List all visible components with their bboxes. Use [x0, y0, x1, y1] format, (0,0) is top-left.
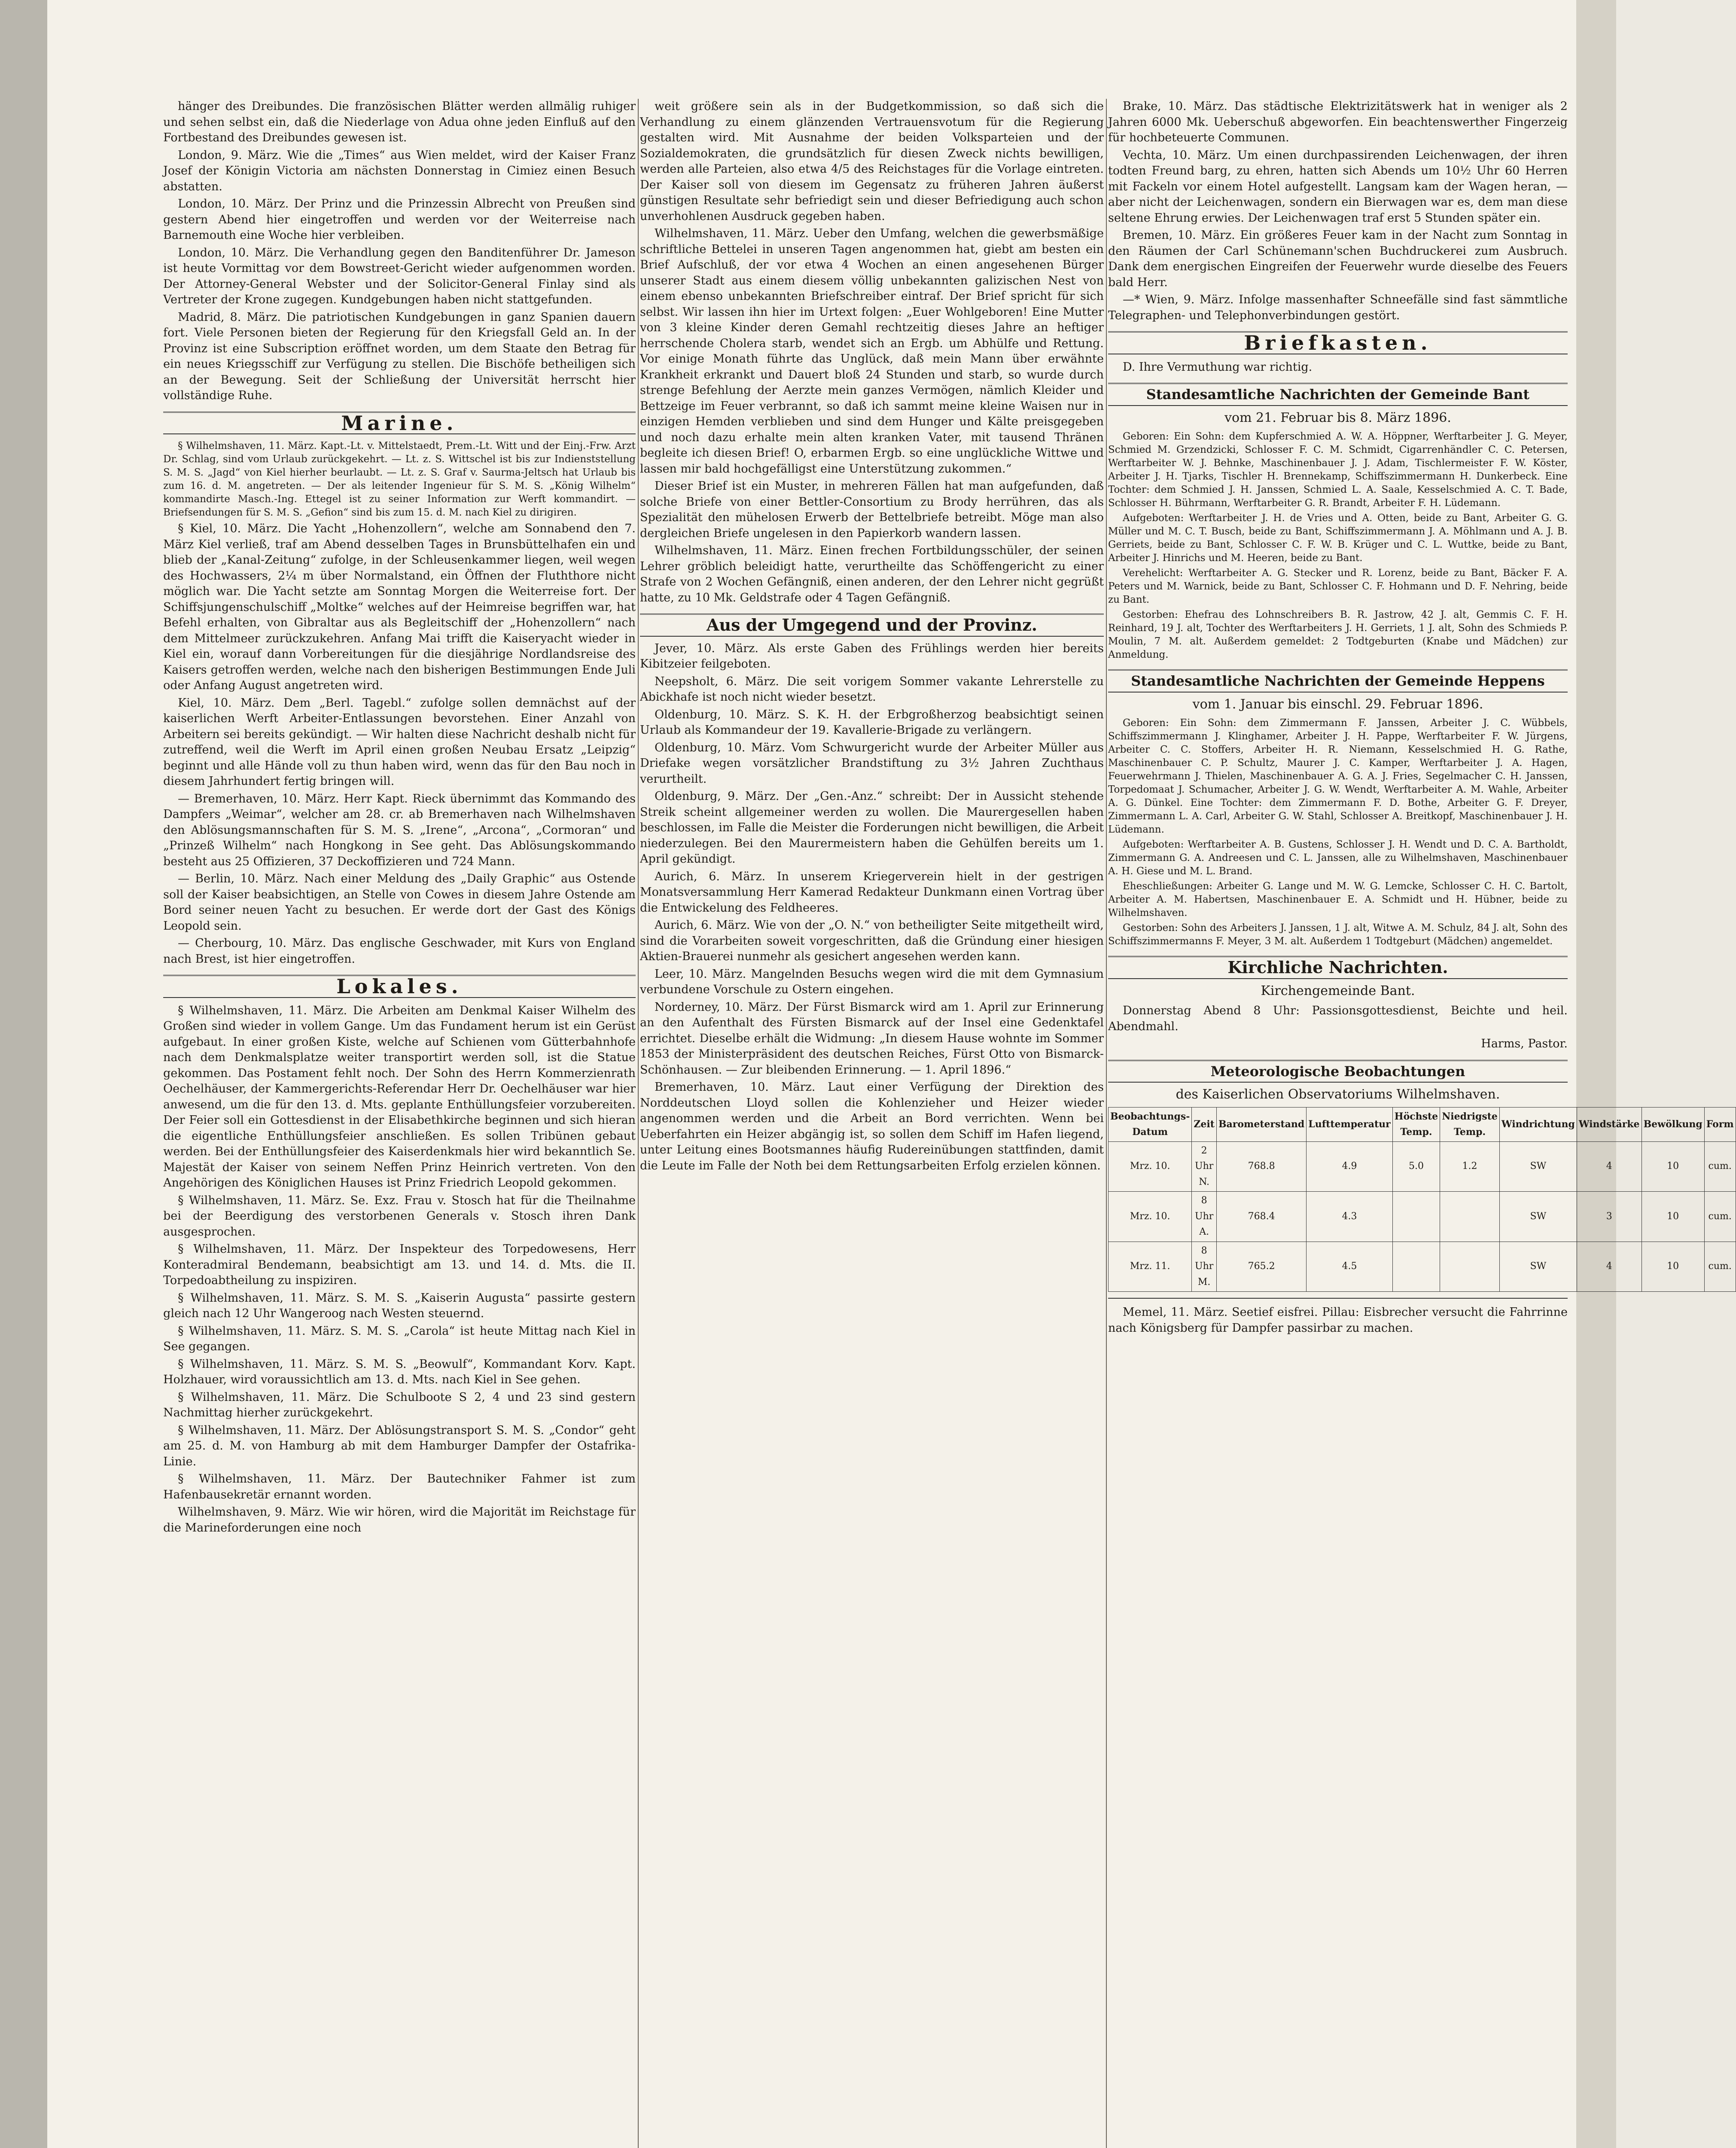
lokales-paragraph: § Wilhelmshaven, 11. März. Der Inspekteur des Torpedowesens, Herr Konteradmiral Bendemann, beabsichtigt am 13. und 14. d. Mts. die II. Torpedoabtheilung zu inspiziren.	[163, 1242, 636, 1287]
weather-cell: 4.9	[1307, 1141, 1393, 1192]
lokales-paragraph: § Wilhelmshaven, 11. März. S. M. S. „Carola“ ist heute Mittag nach Kiel in See gegangen.	[163, 1324, 636, 1353]
region-paragraph: Oldenburg, 9. März. Der „Gen.-Anz.“ schreibt: Der in Aussicht stehende Streik scheint allgemeiner werden zu wollen. Die Maurergesellen haben beschlossen, im Falle die Meister die Forderungen nicht bewilligen, die Arbeit niederzulegen. Bei den Maurermeistern haben die Gehülfen bereits um 1. April gekündigt.	[640, 790, 1104, 866]
registry-paragraph: Geboren: Ein Sohn: dem Zimmermann F. Janssen, Arbeiter J. C. Wübbels, Schiffszimmermann J. Klinghamer, Arbeiter J. H. Pappe, Werftarbeiter F. W. Jürgens, Arbeiter C. C. Stoffers, Arbeiter H. R. Niemann, Kesselschmied H. G. Rathe, Maschinenbauer C. P. Schultz, Maurer J. C. Kamper, Werftarbeiter J. A. Hagen, Feuerwehrmann J. Thielen, Maschinenbauer A. G. A. J. Fries, Segelmacher C. H. Janssen, Torpedomaat J. Schumacher, Arbeiter J. G. W. Wendt, Werftarbeiter A. M. Wahle, Arbeiter A. G. Dünkel. Eine Tochter: dem Zimmermann F. D. Bothe, Arbeiter G. F. Dreyer, Zimmermann L. A. Carl, Arbeiter G. W. Stahl, Schlosser A. Breitkopf, Maschinenbauer J. H. Lüdemann.	[1108, 717, 1568, 835]
weather-cell: SW	[1499, 1192, 1577, 1242]
region-paragraph: Oldenburg, 10. März. Vom Schwurgericht wurde der Arbeiter Müller aus Driefake wegen vorsätzlicher Brandstiftung zu 3½ Jahren Zuchthaus verurtheilt.	[640, 741, 1104, 786]
news-paragraph: Dieser Brief ist ein Muster, in mehreren Fällen hat man aufgefunden, daß solche Briefe von einer Bettler-Consortium zu Brody herrühren, das als Spezialität den mühelosen Erwerb der Bettelbriefe betreibt. Möge man also dergleichen Briefe ungelesen in den Papierkorb wandern lassen.	[640, 479, 1104, 540]
weather-header-cell: Lufttemperatur	[1307, 1107, 1393, 1141]
weather-cell: cum.	[1704, 1141, 1736, 1192]
weather-header-cell: Zeit	[1192, 1107, 1217, 1141]
registry-paragraph: Aufgeboten: Werftarbeiter J. H. de Vries und A. Otten, beide zu Bant, Arbeiter G. G. Müller und M. C. T. Busch, beide zu Bant, Schiffszimmermann J. A. Möhlmann und A. J. B. Gerriets, beide zu Bant, Schlosser C. F. W. B. Krüger und C. L. Wuttke, beide zu Bant, Arbeiter J. Hinrichs und M. Heeren, beide zu Bant.	[1108, 513, 1568, 564]
church-heading: Kirchliche Nachrichten.	[1108, 956, 1568, 979]
heppens-registry-period: vom 1. Januar bis einschl. 29. Februar 1896.	[1192, 696, 1483, 712]
heppens-registry-heading: Standesamtliche Nachrichten der Gemeinde Heppens	[1108, 669, 1568, 693]
separator-rule	[1108, 1298, 1568, 1299]
politics-paragraph: London, 10. März. Die Verhandlung gegen den Banditenführer Dr. Jameson ist heute Vormittag vor dem Bowstreet-Gericht wieder aufgenommen worden. Der Attorney-General Webster und der Solicitor-General Finlay sind als Vertreter der Krone zugegen. Kundgebungen haben nicht stattgefunden.	[163, 246, 636, 306]
lokales-paragraph: § Wilhelmshaven, 11. März. Der Ablösungstransport S. M. S. „Condor“ geht am 25. d. M. von Hamburg ab mit dem Hamburger Dampfer der Ostafrika-Linie.	[163, 1423, 636, 1468]
lokales-paragraph: § Wilhelmshaven, 11. März. Der Bautechniker Fahmer ist zum Hafenbausekretär ernannt worden.	[163, 1472, 636, 1501]
weather-header-cell: Beobachtungs-Datum	[1109, 1107, 1192, 1141]
marine-heading: Marine.	[163, 412, 636, 435]
region-paragraph: Norderney, 10. März. Der Fürst Bismarck wird am 1. April zur Erinnerung an den Aufenthalt des Fürsten Bismarck auf der Insel eine Gedenktafel errichtet. Dieselbe erhält die Widmung: „In diesem Hause wohnte im Sommer 1853 der Ministerpräsident des deutschen Reiches, Fürst Otto von Bismarck-Schönhausen. — Zur bleibenden Erinnerung. — 1. April 1896.“	[640, 1000, 1104, 1077]
weather-cell: Mrz. 10.	[1109, 1192, 1192, 1242]
weather-cell: 10	[1642, 1242, 1704, 1292]
marine-paragraph: — Bremerhaven, 10. März. Herr Kapt. Rieck übernimmt das Kommando des Dampfers „Weimar“, welcher am 28. cr. ab Bremerhaven nach Wilhelmshaven den Ablösungsmannschaften für S. M. S. „Irene“, „Arcona“, „Cormoran“ und „Prinzeß Wilhelm“ nach Hongkong in See geht. Das Ablösungskommando besteht aus 25 Offizieren, 37 Deckoffizieren und 724 Mann.	[163, 792, 636, 868]
weather-cell: 2 Uhr N.	[1192, 1141, 1217, 1192]
weather-cell: 5.0	[1392, 1141, 1440, 1192]
weather-cell	[1440, 1242, 1500, 1292]
weather-cell: Mrz. 11.	[1109, 1242, 1192, 1292]
weather-cell: 1.2	[1440, 1141, 1500, 1192]
weather-table	[1108, 1107, 1736, 1292]
weather-cell	[1440, 1192, 1500, 1242]
weather-subheading: des Kaiserlichen Observatoriums Wilhelmshaven.	[1176, 1087, 1500, 1102]
weather-cell: 3	[1577, 1192, 1642, 1242]
weather-row	[1109, 1242, 1736, 1292]
registry-paragraph: Aufgeboten: Werftarbeiter A. B. Gustens, Schlosser J. H. Wendt und D. C. A. Bartholdt, Zimmermann G. A. Andreesen und C. L. Janssen, alle zu Wilhelmshaven, Maschinenbauer A. H. Giese und M. L. Brand.	[1108, 839, 1568, 877]
registry-paragraph: Eheschließungen: Arbeiter G. Lange und M. W. G. Lemcke, Schlosser C. H. C. Bartolt, Arbeiter A. M. Habertsen, Maschinenbauer E. A. Schmidt und H. Hübner, beide zu Wilhelmshaven.	[1108, 881, 1568, 918]
bant-registry-period: vom 21. Februar bis 8. März 1896.	[1224, 410, 1451, 425]
lokales-paragraph: § Wilhelmshaven, 11. März. S. M. S. „Kaiserin Augusta“ passirte gestern gleich nach 12 Uhr Wangeroog nach Westen steuernd.	[163, 1291, 636, 1320]
weather-cell: cum.	[1704, 1242, 1736, 1292]
weather-cell	[1392, 1192, 1440, 1242]
weather-heading: Meteorologische Beobachtungen	[1108, 1060, 1568, 1083]
weather-cell: SW	[1499, 1141, 1577, 1192]
registry-paragraph: Gestorben: Sohn des Arbeiters J. Janssen, 1 J. alt, Witwe A. M. Schulz, 84 J. alt, Sohn des Schiffszimmermanns F. Meyer, 3 M. alt. Außerdem 1 Todtgeburt (Mädchen) angemeldet.	[1108, 922, 1568, 947]
church-text: Donnerstag Abend 8 Uhr: Passionsgottesdienst, Beichte und heil. Abendmahl.	[1108, 1004, 1568, 1033]
marine-paragraph: — Berlin, 10. März. Nach einer Meldung des „Daily Graphic“ aus Ostende soll der Kaiser beabsichtigen, an Stelle von Cowes in diesem Jahre Ostende am Bord seiner neuen Yacht zu besuchen. Er werde dort der Gast des Königs Leopold sein.	[163, 872, 636, 933]
column-2	[640, 99, 1104, 2148]
weather-header-cell: Niedrigste Temp.	[1440, 1107, 1500, 1141]
right-margin-band	[1576, 0, 1616, 2148]
weather-cell: 10	[1642, 1141, 1704, 1192]
left-margin-band	[0, 0, 47, 2148]
column-1	[163, 99, 636, 2148]
news-paragraph: weit größere sein als in der Budgetkommission, so daß sich die Verhandlung zu einem glänzenden Vertrauensvotum für die Regierung gestalten wird. Mit Ausnahme der beiden Volksparteien und der Sozialdemokraten, die grundsätzlich für diesen Zweck nichts bewilligen, werden alle Parteien, also etwa 4/5 des Reichstages für die Vorlage eintreten. Der Kaiser soll von diesem im Gegensatz zu früheren Jahren äußerst günstigen Resultate sehr befriedigt sein und dieser Befriedigung auch schon unverhohlenen Ausdruck gegeben haben.	[640, 100, 1104, 223]
lokales-paragraph: § Wilhelmshaven, 11. März. Die Arbeiten am Denkmal Kaiser Wilhelm des Großen sind wieder in vollem Gange. Um das Fundament herum ist ein Gerüst aufgebaut. In einer großen Kiste, welche auf Schienen vom Gütterbahnhofe nach dem Denkmalsplatze weiter transportirt werden soll, ist die Statue gekommen. Das Postament fehlt noch. Der Sohn des Herrn Kommerzienrath Oechelhäuser, der Kammergerichts-Referendar Herr Dr. Oechelhäuser war hier anwesend, um die für den 13. d. Mts. geplante Enthüllungsfeier vorzubereiten. Der Feier soll ein Gottesdienst in der Elisabethkirche beginnen und sich hieran die eigentliche Enthüllungsfeier anschließen. Es sollen Tribünen gebaut werden. Bei der Enthüllungsfeier des Kaiserdenkmals hier wird bekanntlich Se. Majestät der Kaiser von seinem Neffen Prinz Heinrich vertreten. Von den Angehörigen des Königlichen Hauses ist Prinz Friedrich Leopold gekommen.	[163, 1004, 636, 1190]
region-heading: Aus der Umgegend und der Provinz.	[640, 613, 1104, 637]
politics-paragraph: London, 9. März. Wie die „Times“ aus Wien meldet, wird der Kaiser Franz Josef der Königin Victoria am nächsten Donnerstag in Cimiez einen Besuch abstatten.	[163, 148, 636, 193]
weather-cell: 4.3	[1307, 1192, 1393, 1242]
region-paragraph: Oldenburg, 10. März. S. K. H. der Erbgroßherzog beabsichtigt seinen Urlaub als Kommandeur der 19. Kavallerie-Brigade zu verlängern.	[640, 708, 1104, 737]
weather-row	[1109, 1192, 1736, 1242]
weather-cell: 768.8	[1216, 1141, 1306, 1192]
briefkasten-text: D. Ihre Vermuthung war richtig.	[1123, 360, 1313, 374]
politics-paragraph: hänger des Dreibundes. Die französischen Blätter werden allmälig ruhiger und sehen selbst ein, daß die Niederlage von Adua ohne jeden Einfluß auf den Fortbestand des Dreibundes gewesen ist.	[163, 100, 636, 144]
news-paragraph: Memel, 11. März. Seetief eisfrei. Pillau: Eisbrecher versucht die Fahrrinne nach Königsberg für Dampfer passirbar zu machen.	[1108, 1306, 1568, 1335]
marine-paragraph: — Cherbourg, 10. März. Das englische Geschwader, mit Kurs von England nach Brest, ist hier eingetroffen.	[163, 937, 636, 966]
column-rule-1	[638, 99, 639, 2148]
region-paragraph: Aurich, 6. März. Wie von der „O. N.“ von betheiligter Seite mitgetheilt wird, sind die Vorarbeiten soweit vorgeschritten, daß die Gründung einer hiesigen Aktien-Brauerei nunmehr als gesichert angesehen werden kann.	[640, 918, 1104, 963]
news-paragraph: Wilhelmshaven, 11. März. Ueber den Umfang, welchen die gewerbsmäßige schriftliche Bettelei in unseren Tagen angenommen hat, giebt am besten ein Brief Aufschluß, der vor etwa 4 Wochen an einen angesehenen Bürger unserer Stadt aus einem diesem völlig unbekannten galizischen Nest von einem ebenso unbekannten Briefschreiber eintraf. Der Brief spricht für sich selbst. Wir lassen ihn hier im Urtext folgen: „Euer Wohlgeboren! Eine Mutter von 3 kleine Kinder deren Gemahl rechtzeitig dieses Jahre an heftiger herrschende Cholera starb, wendet sich an Ergb. um Abhülfe und Rettung. Vor einige Monath führte das Unglück, daß mein Mann über erwähnte Krankheit erkrankt und Dauert bloß 24 Stunden und starb, so wurde durch strenge Befehlung der Aerzte mein ganzes Vermögen, nämlich Kleider und Bettzeige im Feuer verbrannt, so daß ich sammt meine kleine Waisen nur in einzigen Hemden verblieben und sind dem Hunger und Kälte preisgegeben und noch dazu erhalte mein alten kranken Vater, mit tausend Thränen begleite ich diesen Brief! O, erbarmen Ergb. so eine unglückliche Wittwe und lassen mir bald hochgefälligst eine Unterstützung zukommen.“	[640, 227, 1104, 476]
column-rule-2	[1106, 99, 1107, 2148]
marine-paragraph: Kiel, 10. März. Dem „Berl. Tagebl.“ zufolge sollen demnächst auf der kaiserlichen Werft Arbeiter-Entlassungen bevorstehen. Einer Anzahl von Arbeitern sei bereits gekündigt. — Wir halten diese Nachricht deshalb nicht für zutreffend, weil die Werft im April einen großen Neubau Ersatz „Leipzig“ beginnt und alle Hände voll zu thun haben wird, wenn das für den Bau noch in diesem Jahrhundert fertig bringen will.	[163, 696, 636, 788]
column-3	[1108, 99, 1734, 2148]
news-paragraph: Brake, 10. März. Das städtische Elektrizitätswerk hat in weniger als 2 Jahren 6000 Mk. Ueberschuß abgeworfen. Ein beachtenswerther Fingerzeig für hochbeteuerte Communen.	[1108, 100, 1568, 144]
weather-cell: 10	[1642, 1192, 1704, 1242]
weather-cell: 765.2	[1216, 1242, 1306, 1292]
weather-cell: 4	[1577, 1141, 1642, 1192]
registry-paragraph: Geboren: Ein Sohn: dem Kupferschmied A. W. A. Höppner, Werftarbeiter J. G. Meyer, Schmied M. Grzendzicki, Schlosser F. C. M. Schmidt, Cigarrenhändler C. C. Petersen, Werftarbeiter W. J. Behnke, Maschinenbauer J. J. Adam, Tischlermeister F. W. Köster, Arbeiter J. H. Tjarks, Tischler H. Brennekamp, Schiffszimmermann H. Dunkerbeck. Eine Tochter: dem Schmied J. H. Janssen, Schmied L. A. Saale, Kesselschmied A. C. T. Bade, Schlosser H. Bührmann, Werftarbeiter G. R. Brandt, Arbeiter F. H. Lüdemann.	[1108, 431, 1568, 509]
lokales-paragraph: § Wilhelmshaven, 11. März. S. M. S. „Beowulf“, Kommandant Korv. Kapt. Holzhauer, wird voraussichtlich am 13. d. Mts. nach Kiel in See gehen.	[163, 1357, 636, 1386]
region-paragraph: Aurich, 6. März. In unserem Kriegerverein hielt in der gestrigen Monatsversammlung Herr Kamerad Redakteur Dunkmann einen Vortrag über die Entwickelung des Feldheeres.	[640, 870, 1104, 915]
weather-cell: 768.4	[1216, 1192, 1306, 1242]
weather-cell: cum.	[1704, 1192, 1736, 1242]
weather-header-cell: Form	[1704, 1107, 1736, 1141]
news-paragraph: —* Wien, 9. März. Infolge massenhafter Schneefälle sind fast sämmtliche Telegraphen- und Telephonverbindungen gestört.	[1108, 293, 1568, 322]
weather-cell: 4.5	[1307, 1242, 1393, 1292]
region-paragraph: Leer, 10. März. Mangelnden Besuchs wegen wird die mit dem Gymnasium verbundene Vorschule zu Ostern eingehen.	[640, 967, 1104, 996]
lokales-heading: Lokales.	[163, 975, 636, 998]
weather-header-cell: Windstärke	[1577, 1107, 1642, 1141]
lokales-paragraph: § Wilhelmshaven, 11. März. Se. Exz. Frau v. Stosch hat für die Theilnahme bei der Beerdigung des verstorbenen Generals v. Stosch ihren Dank ausgesprochen.	[163, 1193, 636, 1239]
news-paragraph: Wilhelmshaven, 11. März. Einen frechen Fortbildungsschüler, der seinen Lehrer gröblich beleidigt hatte, verurtheilte das Schöffengericht zu einer Strafe von 2 Wochen Gefängniß, einen anderen, der den Lehrer nicht gegrüßt hatte, zu 10 Mk. Geldstrafe oder 4 Tagen Gefängniß.	[640, 544, 1104, 604]
registry-paragraph: Verehelicht: Werftarbeiter A. G. Stecker und R. Lorenz, beide zu Bant, Bäcker F. A. Peters und M. Warnick, beide zu Bant, Schlosser C. F. Hohmann und D. F. Nehring, beide zu Bant.	[1108, 568, 1568, 605]
weather-cell: 4	[1577, 1242, 1642, 1292]
bant-registry-heading: Standesamtliche Nachrichten der Gemeinde Bant	[1108, 383, 1568, 406]
marine-paragraph: § Wilhelmshaven, 11. März. Kapt.-Lt. v. Mittelstaedt, Prem.-Lt. Witt und der Einj.-Frw. Arzt Dr. Schlag, sind vom Urlaub zurückgekehrt. — Lt. z. S. Wittschel ist bis zur Indienststellung S. M. S. „Jagd“ von Kiel hierher beurlaubt. — Lt. z. S. Graf v. Saurma-Jeltsch hat Urlaub bis zum 16. d. M. angetreten. — Der als leitender Ingenieur für S. M. S. „König Wilhelm“ kommandirte Masch.-Ing. Ettegel ist zu seiner Information zur Werft kommandirt. — Briefsendungen für S. M. S. „Gefion“ sind bis zum 15. d. M. nach Kiel zu dirigiren.	[163, 440, 636, 518]
briefkasten-heading: Briefkasten.	[1108, 331, 1568, 354]
region-paragraph: Bremerhaven, 10. März. Laut einer Verfügung der Direktion des Norddeutschen Lloyd sollen die Kohlenzieher und Heizer wieder angenommen werden und die Arbeit an Bord verrichten. Wenn bei Ueberfahrten ein Heizer abgängig ist, so sollen dem Schiff im Hafen liegend, unter Leitung eines Bootsmannes häufig Rudereinübungen stattfinden, damit die Leute im Falle der Noth bei dem Rettungsarbeiten Erfolg erzielen können.	[640, 1080, 1104, 1172]
news-paragraph: Bremen, 10. März. Ein größeres Feuer kam in der Nacht zum Sonntag in den Räumen der Carl Schünemann'schen Buchdruckerei zum Ausbruch. Dank dem energischen Eingreifen der Feuerwehr wurde dieselbe des Feuers bald Herr.	[1108, 229, 1568, 289]
weather-cell: 8 Uhr M.	[1192, 1242, 1217, 1292]
weather-header-cell: Höchste Temp.	[1392, 1107, 1440, 1141]
weather-cell: SW	[1499, 1242, 1577, 1292]
politics-paragraph: London, 10. März. Der Prinz und die Prinzessin Albrecht von Preußen sind gestern Abend hier eingetroffen und werden vor der Weiterreise nach Barnemouth eine Woche hier verbleiben.	[163, 197, 636, 242]
weather-cell: Mrz. 10.	[1109, 1141, 1192, 1192]
weather-cell: 8 Uhr A.	[1192, 1192, 1217, 1242]
weather-header-cell: Bewölkung	[1642, 1107, 1704, 1141]
marine-paragraph: § Kiel, 10. März. Die Yacht „Hohenzollern“, welche am Sonnabend den 7. März Kiel verließ, traf am Abend desselben Tages in Brunsbüttelhafen ein und blieb der „Kanal-Zeitung“ zufolge, in der Schleusenkammer liegen, weil wegen des Hochwassers, 2¼ m über Normalstand, ein Öffnen der Fluththore nicht möglich war. Die Yacht setzte am Sonntag Morgen die Weiterreise fort. Der Schiffsjungenschulschiff „Moltke“ welches auf der Heimreise begriffen war, hat Befehl erhalten, von Gibraltar aus als Begleitschiff der „Hohenzollern“ nach dem Mittelmeer zurückzukehren. Anfang Mai trifft die Kaiseryacht wieder in Kiel ein, worauf dann Vorbereitungen für die diesjährige Nordlandsreise des Kaisers getroffen werden, welche nach den bisherigen Bestimmungen Ende Juli oder Anfang August angetreten wird.	[163, 522, 636, 692]
region-paragraph: Jever, 10. März. Als erste Gaben des Frühlings werden hier bereits Kibitzeier feilgeboten.	[640, 641, 1104, 671]
news-paragraph: Vechta, 10. März. Um einen durchpassirenden Leichenwagen, der ihren todten Freund barg, zu ehren, hatten sich Abends um 10½ Uhr 60 Herren mit Fackeln vor einem Hotel aufgestellt. Langsam kam der Wagen heran, — aber nicht der Leichenwagen, sondern ein Bierwagen war es, dem man diese seltene Ehrung erwies. Der Leichenwagen traf erst 5 Stunden später ein.	[1108, 148, 1568, 225]
region-paragraph: Neepsholt, 6. März. Die seit vorigem Sommer vakante Lehrerstelle zu Abickhafe ist noch nicht wieder besetzt.	[640, 674, 1104, 704]
lokales-paragraph: Wilhelmshaven, 9. März. Wie wir hören, wird die Majorität im Reichstage für die Marineforderungen eine noch	[163, 1505, 636, 1535]
church-signature: Harms, Pastor.	[1481, 1037, 1568, 1050]
church-subheading: Kirchengemeinde Bant.	[1261, 983, 1415, 998]
weather-header-cell: Windrichtung	[1499, 1107, 1577, 1141]
registry-paragraph: Gestorben: Ehefrau des Lohnschreibers B. R. Jastrow, 42 J. alt, Gemmis C. F. H. Reinhard, 19 J. alt, Tochter des Werftarbeiters J. H. Gerriets, 1 J. alt, Sohn des Schmieds P. Moulin, 7 M. alt. Außerdem gemeldet: 2 Todtgeburten (Knabe und Mädchen) zur Anmeldung.	[1108, 609, 1568, 660]
weather-cell	[1392, 1242, 1440, 1292]
lokales-paragraph: § Wilhelmshaven, 11. März. Die Schulboote S 2, 4 und 23 sind gestern Nachmittag hierher zurückgekehrt.	[163, 1390, 636, 1419]
weather-row	[1109, 1141, 1736, 1192]
weather-header-cell: Barometerstand	[1216, 1107, 1306, 1141]
politics-paragraph: Madrid, 8. März. Die patriotischen Kundgebungen in ganz Spanien dauern fort. Viele Personen bieten der Regierung für den Kriegsfall Geld an. In der Provinz ist eine Subscription eröffnet worden, um dem Staate den Betrag für ein neues Kriegsschiff zur Verfügung zu stellen. Die Bischöfe betheiligen sich an der Bewegung. Seit der Schließung der Universität herrscht hier vollständige Ruhe.	[163, 310, 636, 402]
